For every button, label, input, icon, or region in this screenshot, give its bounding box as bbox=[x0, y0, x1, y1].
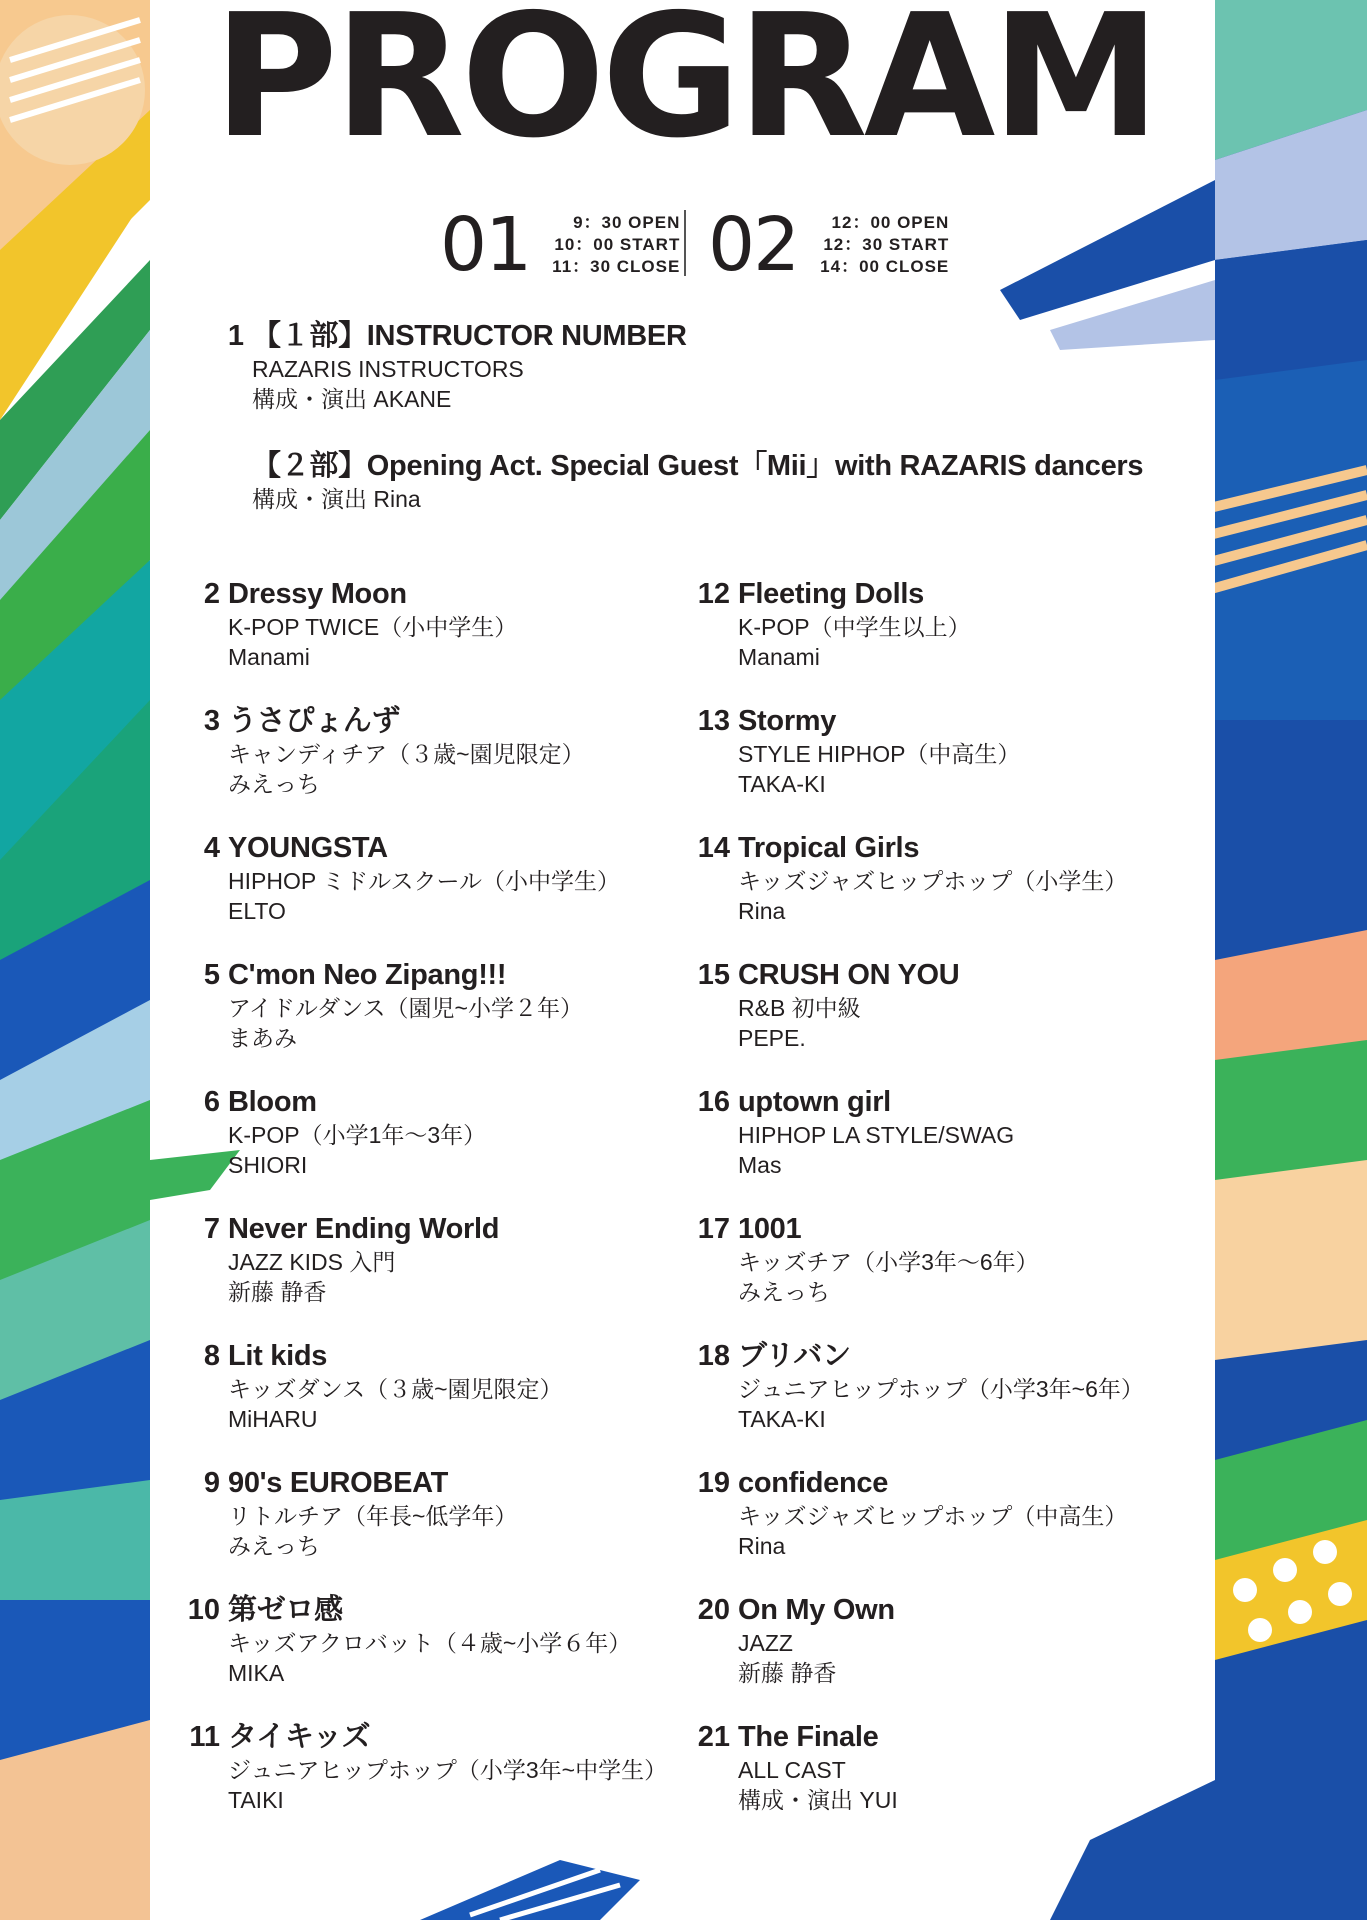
item-title: Lit kids bbox=[228, 1340, 328, 1372]
item-number: 7 bbox=[203, 1213, 220, 1245]
item-genre: キッズダンス（３歳~園児限定） bbox=[228, 1376, 563, 1402]
item-instructor: 新藤 静香 bbox=[228, 1279, 327, 1305]
item-title: うさぴょんず bbox=[228, 705, 401, 737]
item-number: 11 bbox=[189, 1721, 220, 1753]
item-genre: キッズジャズヒップホップ（小学生） bbox=[738, 868, 1128, 894]
item-number: 17 bbox=[697, 1213, 730, 1245]
item-title: Tropical Girls bbox=[738, 832, 920, 864]
item-genre: ALL CAST bbox=[738, 1757, 846, 1783]
item-genre: K-POP（中学生以上） bbox=[738, 614, 971, 640]
item-title: confidence bbox=[738, 1467, 889, 1499]
item-title: Dressy Moon bbox=[228, 578, 407, 610]
item-number: 10 bbox=[187, 1594, 220, 1626]
item-instructor: 新藤 静香 bbox=[738, 1660, 837, 1686]
item-title: C'mon Neo Zipang!!! bbox=[228, 959, 507, 991]
item-title: 【１部】INSTRUCTOR NUMBER bbox=[252, 320, 687, 352]
item-genre: HIPHOP ミドルスクール（小中学生） bbox=[228, 868, 621, 894]
schedule-number: 01 bbox=[440, 202, 531, 288]
item-genre: ジュニアヒップホップ（小学3年~中学生） bbox=[228, 1757, 668, 1783]
close-time: 11：30 CLOSE bbox=[552, 257, 681, 276]
item-instructor: MiHARU bbox=[228, 1406, 318, 1432]
item-number: 21 bbox=[697, 1721, 730, 1753]
item-instructor: PEPE. bbox=[738, 1025, 806, 1051]
item-instructor: 構成・演出 YUI bbox=[738, 1787, 898, 1813]
start-time: 12：30 START bbox=[823, 235, 950, 254]
item-instructor: みえっち bbox=[228, 771, 320, 797]
item-number: 20 bbox=[697, 1594, 730, 1626]
item-number: 15 bbox=[697, 959, 730, 991]
schedule-number: 02 bbox=[708, 202, 799, 288]
part2-title: 【２部】Opening Act. Special Guest「Mii」with RAZARIS dancers bbox=[252, 450, 1144, 482]
item-instructor: Mas bbox=[738, 1152, 782, 1178]
item-number: 8 bbox=[203, 1340, 220, 1372]
item-title: The Finale bbox=[738, 1721, 879, 1753]
item-performer: RAZARIS INSTRUCTORS bbox=[252, 356, 524, 382]
item-genre: キッズジャズヒップホップ（中高生） bbox=[738, 1503, 1128, 1529]
item-instructor: ELTO bbox=[228, 898, 286, 924]
item-instructor: Manami bbox=[738, 644, 820, 670]
item-number: 9 bbox=[203, 1467, 220, 1499]
schedule-divider bbox=[684, 210, 686, 276]
close-time: 14：00 CLOSE bbox=[820, 257, 950, 276]
item-number: 14 bbox=[697, 832, 730, 864]
item-title: uptown girl bbox=[738, 1086, 891, 1118]
item-genre: HIPHOP LA STYLE/SWAG bbox=[738, 1122, 1015, 1148]
item-title: 90's EUROBEAT bbox=[228, 1467, 449, 1499]
item-instructor: Rina bbox=[738, 1533, 786, 1559]
item-genre: アイドルダンス（園児~小学２年） bbox=[228, 995, 583, 1021]
item-title: On My Own bbox=[738, 1594, 895, 1626]
item-title: CRUSH ON YOU bbox=[738, 959, 960, 991]
item-instructor: TAKA-KI bbox=[738, 1406, 826, 1432]
item-genre: ジュニアヒップホップ（小学3年~6年） bbox=[738, 1376, 1144, 1402]
item-title: Stormy bbox=[738, 705, 837, 737]
item-genre: キッズアクロバット（４歳~小学６年） bbox=[228, 1630, 632, 1656]
item-genre: JAZZ KIDS 入門 bbox=[228, 1249, 396, 1275]
item-number: 13 bbox=[697, 705, 730, 737]
item-title: 第ゼロ感 bbox=[228, 1594, 343, 1626]
item-genre: K-POP TWICE（小中学生） bbox=[228, 614, 518, 640]
item-title: Bloom bbox=[228, 1086, 317, 1118]
schedule-01 bbox=[440, 202, 681, 288]
item-title: ブリバン bbox=[738, 1340, 851, 1372]
item-direction: 構成・演出 AKANE bbox=[252, 386, 452, 412]
schedule-times bbox=[820, 212, 949, 278]
item-number: 4 bbox=[203, 832, 220, 864]
item-genre: キャンディチア（３歳~園児限定） bbox=[228, 741, 585, 767]
item-title: 1001 bbox=[738, 1213, 802, 1245]
item-instructor: みえっち bbox=[228, 1533, 320, 1559]
item-instructor: MIKA bbox=[228, 1660, 285, 1686]
part2-direction: 構成・演出 Rina bbox=[252, 486, 421, 512]
item-number: 5 bbox=[203, 959, 220, 991]
item-number: 6 bbox=[203, 1086, 220, 1118]
item-title: Never Ending World bbox=[228, 1213, 500, 1245]
item-instructor: まあみ bbox=[228, 1025, 297, 1051]
item-title: YOUNGSTA bbox=[228, 832, 388, 864]
open-time: 12：00 OPEN bbox=[831, 213, 950, 232]
item-number: 3 bbox=[203, 705, 220, 737]
open-time: 9：30 OPEN bbox=[573, 213, 681, 232]
item-instructor: みえっち bbox=[738, 1279, 830, 1305]
item-number: 12 bbox=[697, 578, 730, 610]
item-number: 2 bbox=[203, 578, 220, 610]
item-genre: JAZZ bbox=[738, 1630, 793, 1656]
item-instructor: Rina bbox=[738, 898, 786, 924]
item-instructor: Manami bbox=[228, 644, 310, 670]
item-instructor: TAKA-KI bbox=[738, 771, 826, 797]
schedule-02 bbox=[708, 202, 950, 288]
item-number: 16 bbox=[697, 1086, 730, 1118]
item-title: Fleeting Dolls bbox=[738, 578, 924, 610]
item-instructor: SHIORI bbox=[228, 1152, 308, 1178]
item-genre: R&B 初中級 bbox=[738, 995, 861, 1021]
item-genre: リトルチア（年長~低学年） bbox=[228, 1503, 518, 1529]
item-genre: K-POP（小学1年～3年） bbox=[228, 1122, 487, 1148]
item-genre: キッズチア（小学3年～6年） bbox=[738, 1249, 1039, 1275]
item-instructor: TAIKI bbox=[228, 1787, 284, 1813]
item-number: 18 bbox=[697, 1340, 730, 1372]
schedule-times bbox=[552, 212, 680, 278]
item-number: 19 bbox=[697, 1467, 730, 1499]
page-title: PROGRAM bbox=[213, 0, 1157, 176]
item-number: 1 bbox=[227, 320, 244, 352]
start-time: 10：00 START bbox=[554, 235, 681, 254]
item-title: タイキッズ bbox=[228, 1721, 371, 1753]
item-genre: STYLE HIPHOP（中高生） bbox=[738, 741, 1021, 767]
